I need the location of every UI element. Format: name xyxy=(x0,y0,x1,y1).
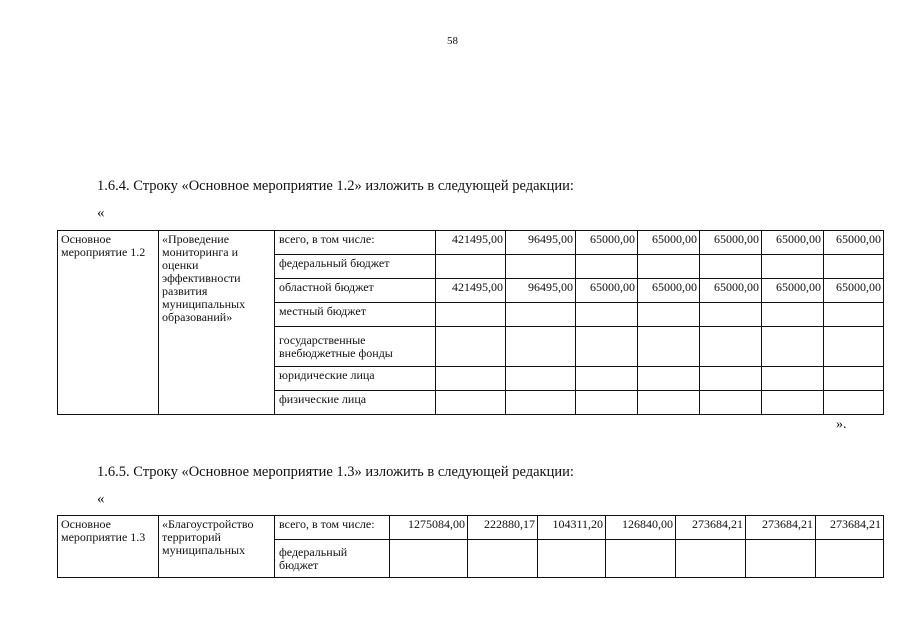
amount-cell: 65000,00 xyxy=(576,231,638,255)
amount-cell xyxy=(538,540,606,578)
amount-cell xyxy=(762,367,824,391)
amount-cell xyxy=(468,540,538,578)
measure-name-cell: Основное мероприятие 1.3 xyxy=(58,516,159,578)
amount-cell: 65000,00 xyxy=(638,279,700,303)
funding-source-label: всего, в том числе: xyxy=(275,516,390,540)
amount-cell xyxy=(576,303,638,327)
amount-cell xyxy=(436,303,506,327)
amount-cell: 421495,00 xyxy=(436,279,506,303)
amount-cell xyxy=(436,327,506,367)
table-measure-1-2 xyxy=(57,230,884,415)
funding-source-label: областной бюджет xyxy=(275,279,436,303)
measure-title-cell: «Проведение мониторинга и оценки эффективности развития муниципальных образований» xyxy=(159,231,275,415)
amount-cell xyxy=(824,255,884,279)
amount-cell xyxy=(746,540,816,578)
amount-cell: 65000,00 xyxy=(824,279,884,303)
amount-cell xyxy=(762,327,824,367)
amount-cell: 421495,00 xyxy=(436,231,506,255)
amount-cell: 1275084,00 xyxy=(390,516,468,540)
amount-cell: 126840,00 xyxy=(606,516,676,540)
amount-cell xyxy=(700,391,762,415)
section2-heading: 1.6.5. Строку «Основное мероприятие 1.3» изложить в следующей редакции: xyxy=(97,464,574,480)
funding-source-label: всего, в том числе: xyxy=(275,231,436,255)
amount-cell xyxy=(436,391,506,415)
table-row xyxy=(58,516,884,540)
amount-cell xyxy=(606,540,676,578)
amount-cell xyxy=(638,367,700,391)
amount-cell xyxy=(506,367,576,391)
table-row xyxy=(58,231,884,255)
amount-cell xyxy=(576,327,638,367)
amount-cell: 96495,00 xyxy=(506,279,576,303)
amount-cell xyxy=(576,391,638,415)
amount-cell xyxy=(638,303,700,327)
amount-cell: 65000,00 xyxy=(700,231,762,255)
section1-open-quote: « xyxy=(97,205,105,221)
amount-cell xyxy=(700,303,762,327)
amount-cell xyxy=(676,540,746,578)
amount-cell xyxy=(824,391,884,415)
section1-heading: 1.6.4. Строку «Основное мероприятие 1.2» изложить в следующей редакции: xyxy=(97,178,574,194)
amount-cell xyxy=(506,327,576,367)
section2-open-quote: « xyxy=(97,491,105,507)
funding-source-label: федеральный бюджет xyxy=(275,540,390,578)
amount-cell xyxy=(506,391,576,415)
funding-source-label: федеральный бюджет xyxy=(275,255,436,279)
amount-cell: 65000,00 xyxy=(762,279,824,303)
amount-cell xyxy=(436,255,506,279)
funding-source-label: юридические лица xyxy=(275,367,436,391)
funding-source-label: государственные внебюджетные фонды xyxy=(275,327,436,367)
amount-cell: 273684,21 xyxy=(746,516,816,540)
amount-cell: 273684,21 xyxy=(816,516,884,540)
amount-cell: 65000,00 xyxy=(576,279,638,303)
amount-cell xyxy=(700,255,762,279)
amount-cell xyxy=(824,367,884,391)
amount-cell: 65000,00 xyxy=(824,231,884,255)
amount-cell xyxy=(638,255,700,279)
section1-close-quote: ». xyxy=(836,417,847,432)
amount-cell: 96495,00 xyxy=(506,231,576,255)
amount-cell xyxy=(824,327,884,367)
amount-cell xyxy=(816,540,884,578)
amount-cell xyxy=(762,255,824,279)
amount-cell xyxy=(638,327,700,367)
amount-cell xyxy=(576,255,638,279)
amount-cell xyxy=(638,391,700,415)
amount-cell xyxy=(390,540,468,578)
amount-cell xyxy=(700,367,762,391)
amount-cell: 65000,00 xyxy=(762,231,824,255)
amount-cell: 65000,00 xyxy=(700,279,762,303)
amount-cell: 222880,17 xyxy=(468,516,538,540)
amount-cell xyxy=(576,367,638,391)
funding-source-label: местный бюджет xyxy=(275,303,436,327)
amount-cell xyxy=(506,303,576,327)
amount-cell: 104311,20 xyxy=(538,516,606,540)
amount-cell xyxy=(824,303,884,327)
table-measure-1-3 xyxy=(57,515,884,578)
amount-cell xyxy=(762,391,824,415)
amount-cell: 65000,00 xyxy=(638,231,700,255)
page-number: 58 xyxy=(447,35,458,47)
measure-title-cell: «Благоустройство территорий муниципальных xyxy=(159,516,275,578)
amount-cell: 273684,21 xyxy=(676,516,746,540)
measure-name-cell: Основное мероприятие 1.2 xyxy=(58,231,159,415)
amount-cell xyxy=(436,367,506,391)
amount-cell xyxy=(506,255,576,279)
amount-cell xyxy=(762,303,824,327)
amount-cell xyxy=(700,327,762,367)
funding-source-label: физические лица xyxy=(275,391,436,415)
